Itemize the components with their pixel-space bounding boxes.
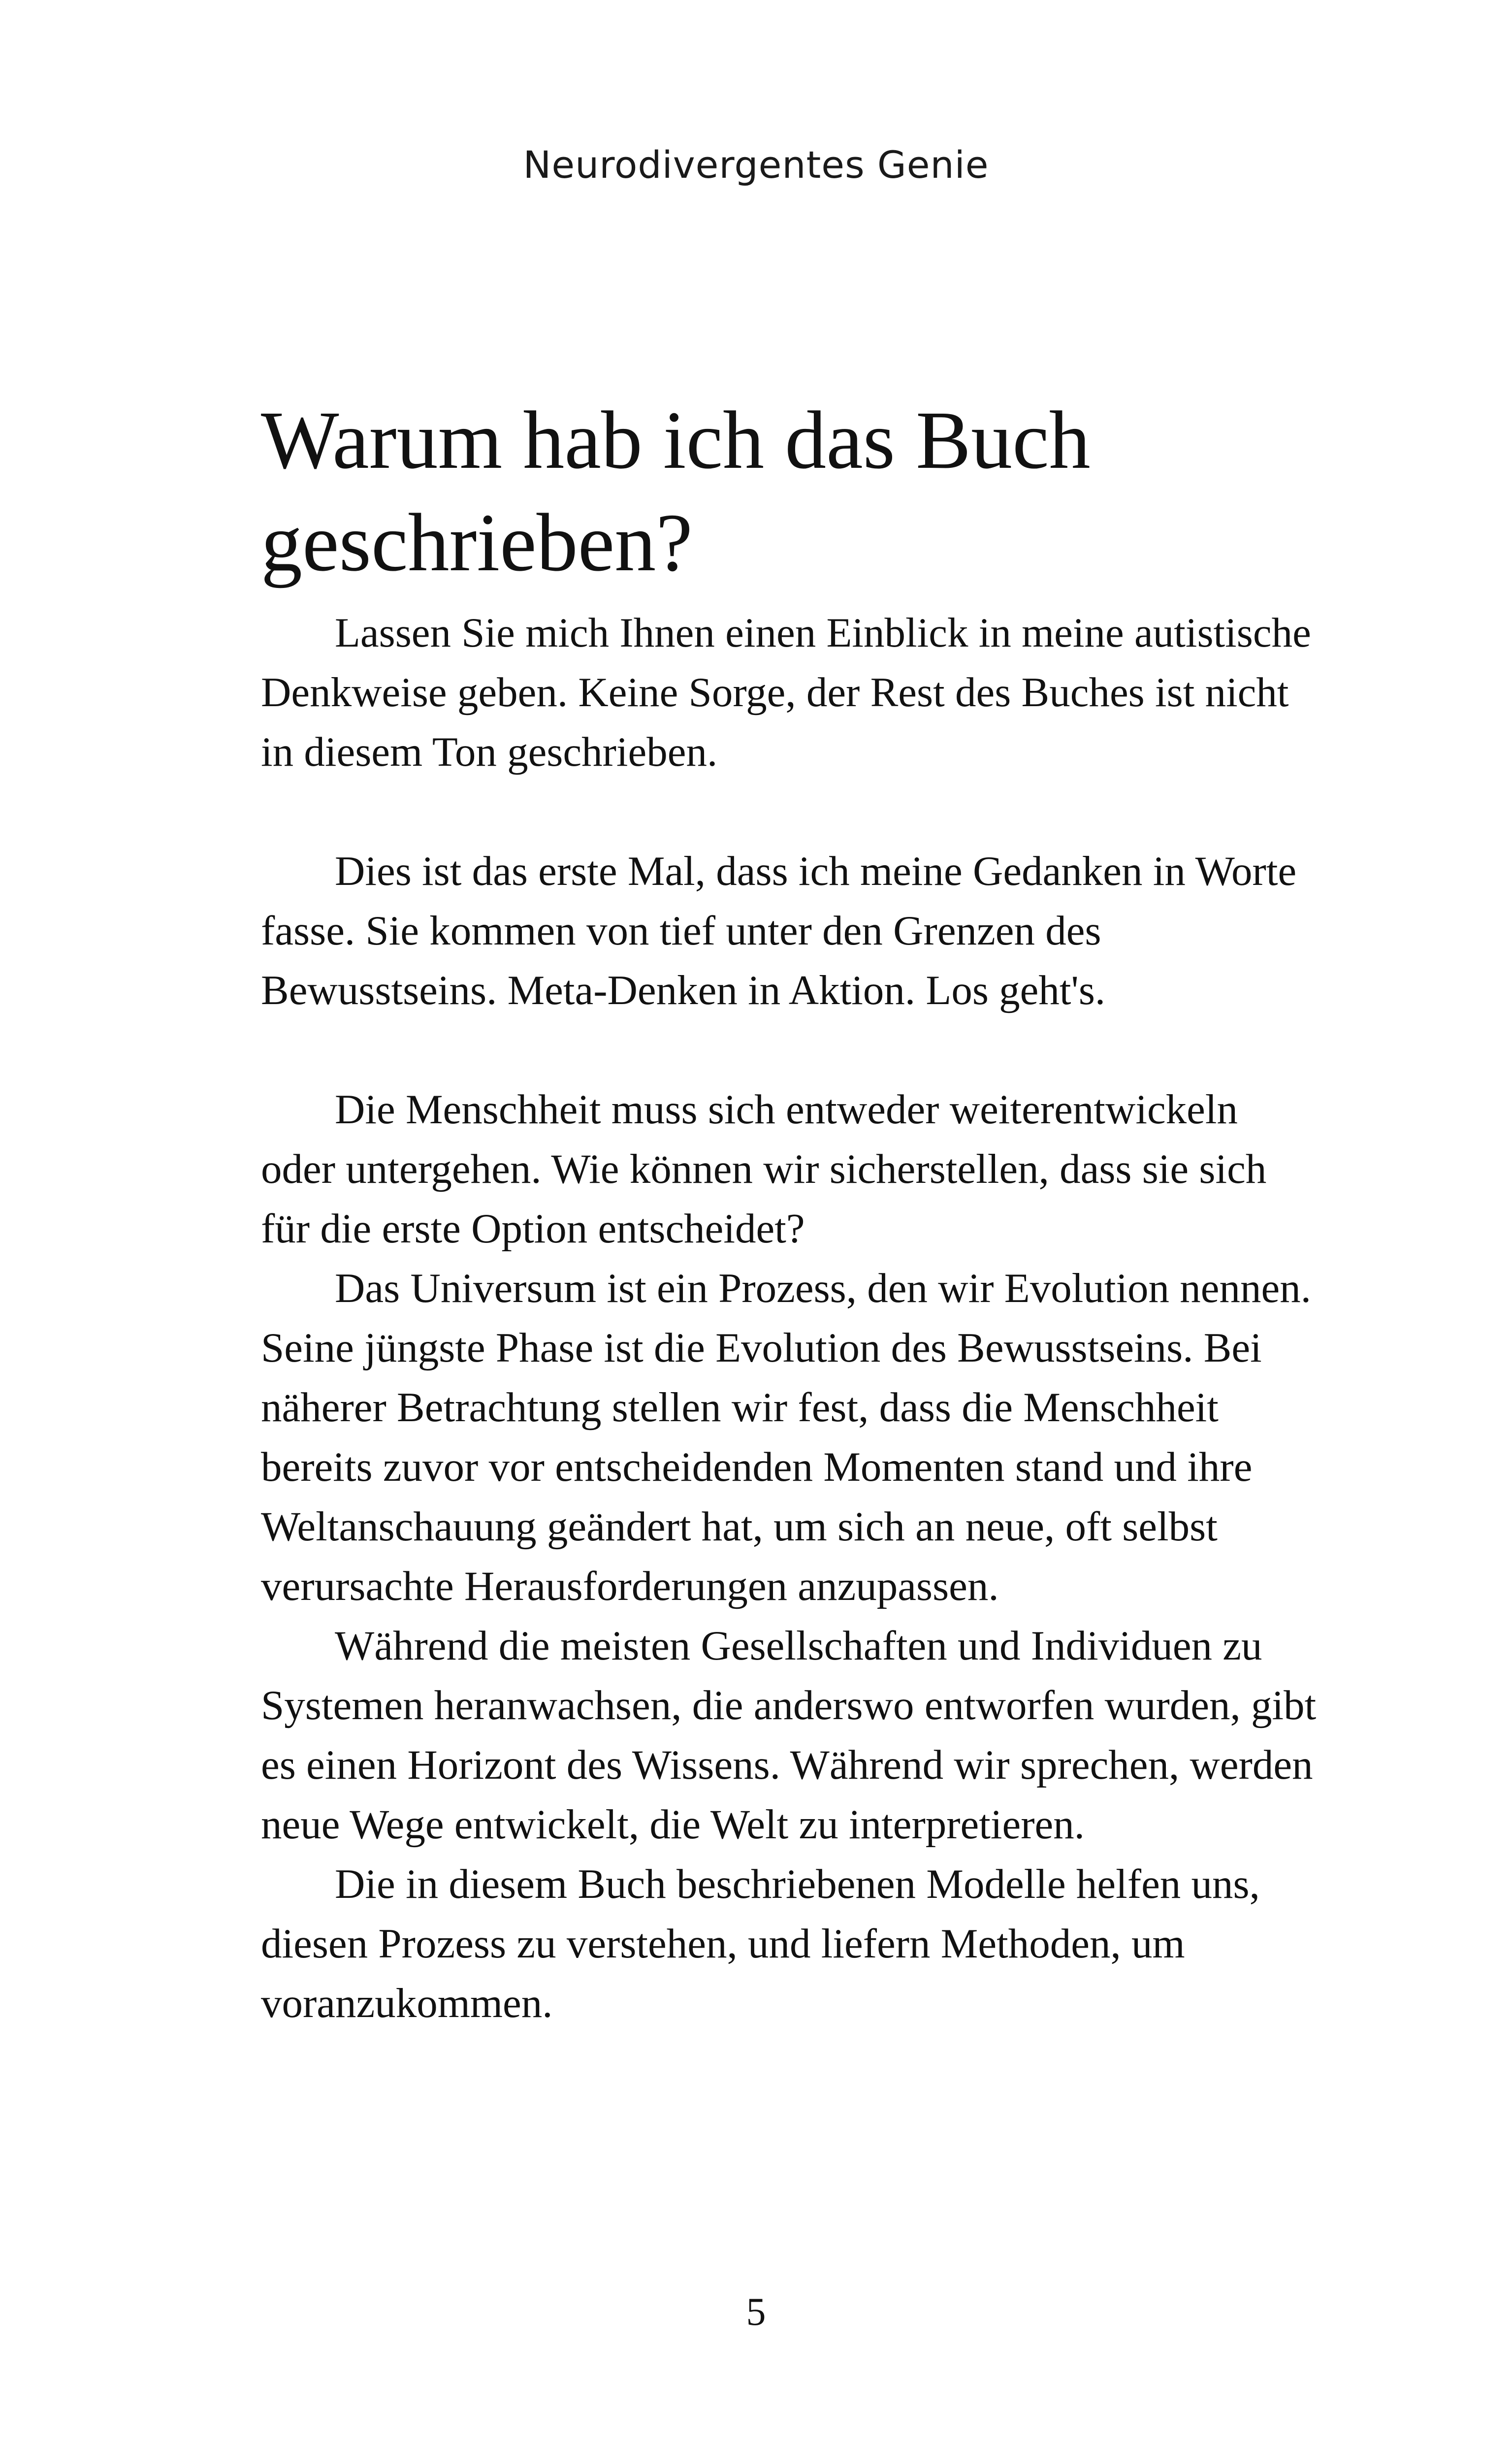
paragraph-3: Die Menschheit muss sich entweder weiterentwickeln oder untergehen. Wie können wir sicherstellen, dass sie sich für die erste Option entscheidet? [261,1086,1267,1252]
paragraph-6: Die in diesem Buch beschriebenen Modelle helfen uns, diesen Prozess zu verstehen, und liefern Methoden, um voranzukommen. [261,1861,1260,2026]
running-header: Neurodivergentes Genie [523,143,989,187]
paragraph-5: Während die meisten Gesellschaften und Individuen zu Systemen heranwachsen, die anderswo entworfen wurden, gibt es einen Horizont des Wissens. Während wir sprechen, werden neue Wege entwickelt, die Welt zu interpretieren. [261,1623,1317,1848]
paragraph-4: Das Universum ist ein Prozess, den wir Evolution nennen. Seine jüngste Phase ist die Evolution des Bewusstseins. Bei näherer Betrachtung stellen wir fest, dass die Menschheit bereits zuvor vor entscheidenden Momenten stand und ihre Weltanschauung geändert hat, um sich an neue, oft selbst verursachte Herausforderungen anzupassen. [261,1265,1312,1609]
paragraph-1: Lassen Sie mich Ihnen einen Einblick in meine autistische Denkweise geben. Keine Sorge, der Rest des Buches ist nicht in diesem Ton geschrieben. [261,610,1311,775]
chapter-title: Warum hab ich das Buch geschrieben? [261,394,1091,588]
page-number: 5 [746,2290,766,2334]
paragraph-2: Dies ist das erste Mal, dass ich meine Gedanken in Worte fasse. Sie kommen von tief unter den Grenzen des Bewusstseins. Meta-Denken in Aktion. Los geht's. [261,848,1297,1013]
body-text [261,603,1319,2033]
